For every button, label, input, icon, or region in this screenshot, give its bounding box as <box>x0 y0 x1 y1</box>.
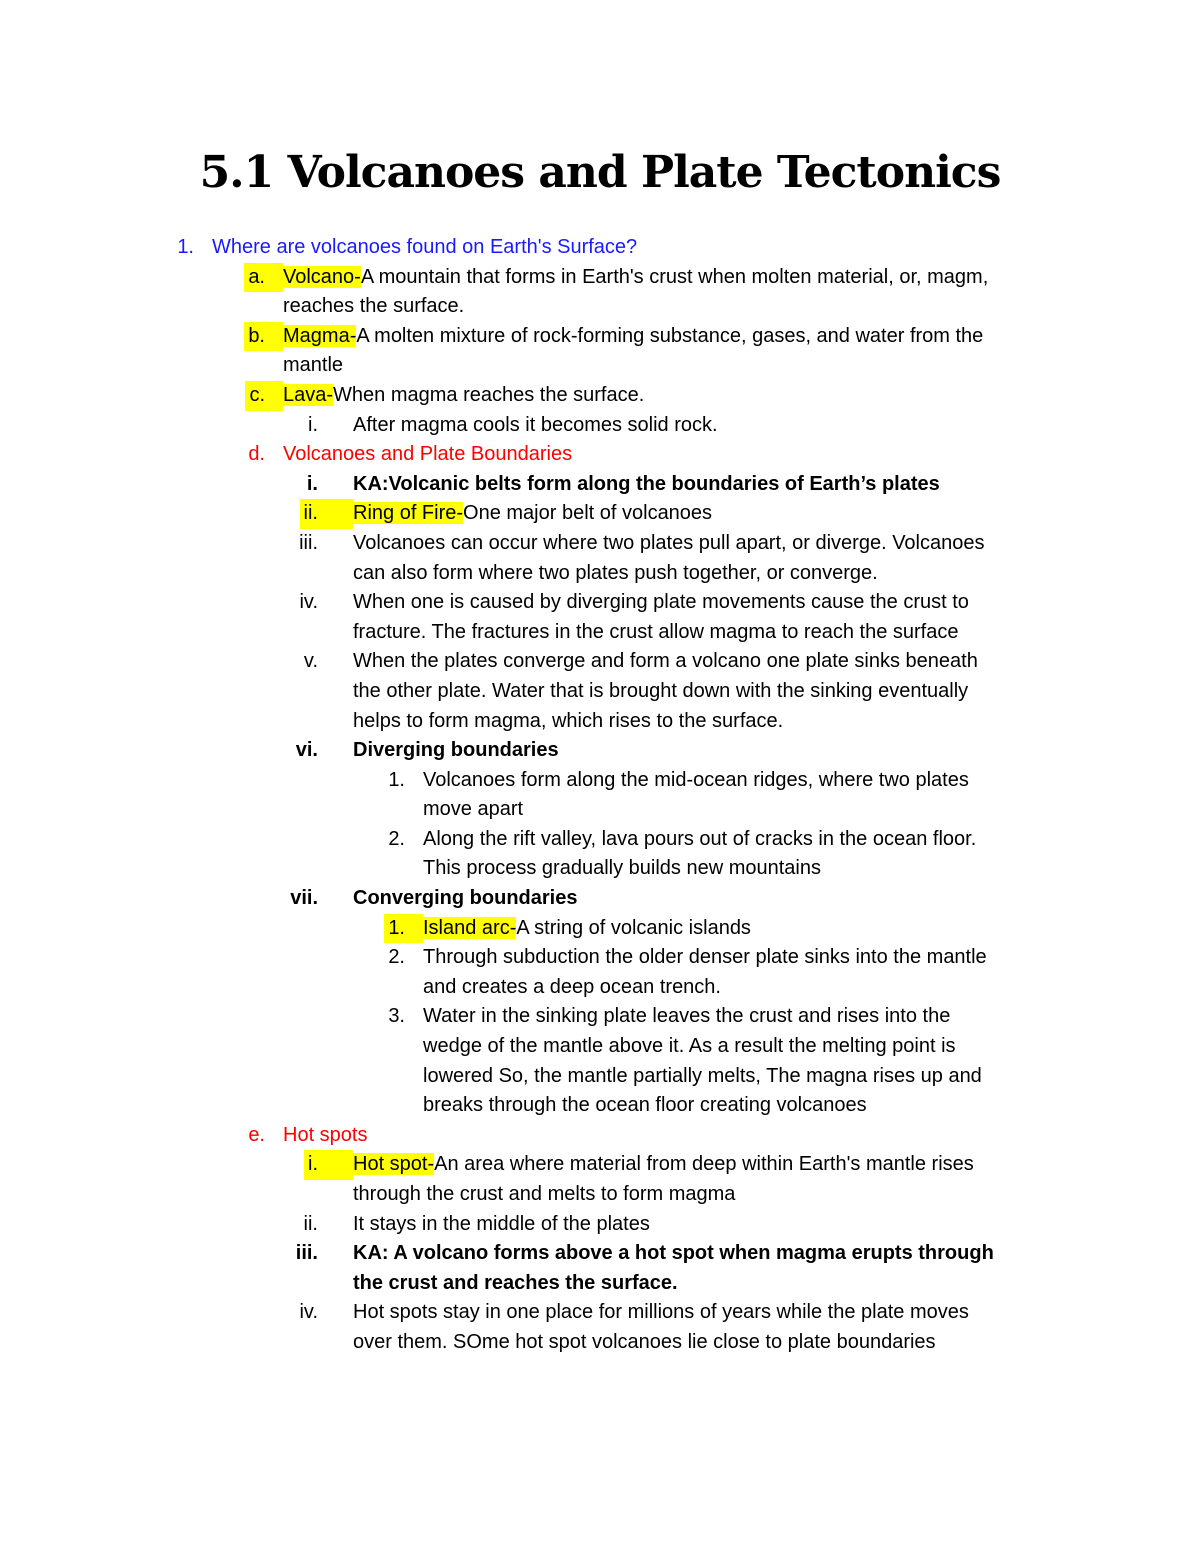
list-item <box>0 914 1200 944</box>
list-item-text <box>353 1298 969 1328</box>
list-marker: 2. <box>388 946 405 969</box>
item-body: KA:Volcanic belts form along the boundaries of Earth’s plates <box>353 472 940 495</box>
list-item <box>0 470 1200 500</box>
item-body: helps to form magma, which rises to the surface. <box>353 709 784 732</box>
list-item-text <box>353 588 969 618</box>
list-item <box>0 588 1200 618</box>
list-item-text <box>353 884 577 914</box>
list-item-text <box>353 559 878 589</box>
list-item-text <box>353 647 978 677</box>
item-body: Volcanoes and Plate Boundaries <box>283 443 573 466</box>
list-marker: 1. <box>388 768 405 791</box>
vocab-term: Ring of Fire- <box>353 502 464 525</box>
item-body: It stays in the middle of the plates <box>353 1212 650 1235</box>
item-body: When one is caused by diverging plate movements cause the crust to <box>353 591 969 614</box>
item-body: Where are volcanoes found on Earth's Surface? <box>212 236 638 258</box>
item-body: Along the rift valley, lava pours out of cracks in the ocean floor. <box>423 827 977 850</box>
list-item <box>0 559 1200 589</box>
item-body: the other plate. Water that is brought down with the sinking eventually <box>353 679 969 702</box>
list-marker: 1. <box>384 914 423 944</box>
list-item <box>0 647 1200 677</box>
list-item-text <box>353 1180 735 1210</box>
item-body: over them. SOme hot spot volcanoes lie close to plate boundaries <box>353 1330 936 1353</box>
list-item <box>0 1298 1200 1328</box>
list-item <box>0 707 1200 737</box>
item-body: Converging boundaries <box>353 887 578 910</box>
list-item-text <box>423 825 976 855</box>
list-item <box>0 411 1200 441</box>
item-body: A molten mixture of rock-forming substance, gases, and water from the <box>356 324 984 347</box>
item-body: breaks through the ocean floor creating volcanoes <box>423 1094 867 1117</box>
list-item <box>0 1091 1200 1121</box>
list-item <box>0 381 1200 411</box>
vocab-term: Hot spot- <box>353 1153 435 1176</box>
list-item-text <box>423 1091 867 1121</box>
item-body: Hot spots <box>283 1123 368 1146</box>
list-item <box>0 1032 1200 1062</box>
list-marker: iii. <box>299 531 318 554</box>
item-body: mantle <box>283 354 344 377</box>
list-marker: iii. <box>295 1242 318 1265</box>
list-item <box>0 529 1200 559</box>
item-body: move apart <box>423 798 524 821</box>
list-item <box>0 825 1200 855</box>
list-marker: vi. <box>295 739 318 762</box>
item-body: the crust and reaches the surface. <box>353 1271 678 1294</box>
list-item <box>0 766 1200 796</box>
list-item <box>0 292 1200 322</box>
list-item-text <box>353 736 559 766</box>
list-marker: 2. <box>388 827 405 850</box>
list-marker: v. <box>303 650 318 673</box>
list-item-text <box>423 943 987 973</box>
list-item <box>0 440 1200 470</box>
list-marker: i. <box>308 413 318 436</box>
list-marker: ii. <box>303 1212 318 1235</box>
list-marker: ii. <box>300 499 353 529</box>
list-marker: i. <box>306 472 318 495</box>
list-item-text <box>423 1032 956 1062</box>
list-item <box>0 1180 1200 1210</box>
item-body: Volcanoes form along the mid-ocean ridges, where two plates <box>423 768 969 791</box>
list-item <box>0 263 1200 293</box>
vocab-term: Volcano- <box>283 265 361 288</box>
list-item <box>0 618 1200 648</box>
list-marker: iv. <box>299 591 318 614</box>
item-body: KA: A volcano forms above a hot spot when magma erupts through <box>353 1242 994 1265</box>
list-item-text <box>423 1002 950 1032</box>
list-item-text <box>283 351 343 381</box>
page-title: 5.1 Volcanoes and Plate Tectonics <box>199 147 1001 198</box>
list-item-text <box>283 440 572 470</box>
list-item-text <box>423 766 969 796</box>
item-body: Water in the sinking plate leaves the crust and rises into the <box>423 1005 951 1028</box>
list-item <box>0 943 1200 973</box>
list-item <box>0 677 1200 707</box>
list-item <box>0 233 1200 263</box>
list-item-text <box>353 707 783 737</box>
list-marker: a. <box>244 263 283 293</box>
item-body: Hot spots stay in one place for millions of years while the plate moves <box>353 1301 969 1324</box>
item-body: This process gradually builds new mountains <box>423 857 821 880</box>
list-marker: 1. <box>177 236 194 258</box>
list-item-text <box>353 411 718 441</box>
list-item-text <box>283 292 464 322</box>
list-item <box>0 1150 1200 1180</box>
list-item-text <box>353 499 712 529</box>
list-item-text <box>283 381 644 411</box>
list-item <box>0 1210 1200 1240</box>
list-item <box>0 351 1200 381</box>
list-item <box>0 499 1200 529</box>
list-item <box>0 1239 1200 1269</box>
item-body: After magma cools it becomes solid rock. <box>353 413 718 436</box>
item-body: One major belt of volcanoes <box>463 502 713 525</box>
item-body: Volcanoes can occur where two plates pull apart, or diverge. Volcanoes <box>353 531 985 554</box>
list-item-text <box>423 973 721 1003</box>
list-item-text <box>283 1121 367 1151</box>
item-body: fracture. The fractures in the crust allow magma to reach the surface <box>353 620 959 643</box>
item-body: and creates a deep ocean trench. <box>423 975 721 998</box>
list-item-text <box>353 618 958 648</box>
list-item-text <box>423 795 523 825</box>
item-body: A string of volcanic islands <box>516 916 751 939</box>
list-item-text <box>283 263 988 293</box>
list-item-text <box>353 1269 678 1299</box>
vocab-term: Island arc- <box>423 916 517 939</box>
item-body: lowered So, the mantle partially melts, The magna rises up and <box>423 1064 982 1087</box>
list-marker: c. <box>245 381 283 411</box>
item-body: Diverging boundaries <box>353 739 559 762</box>
list-item <box>0 1328 1200 1358</box>
list-item-text <box>423 914 751 944</box>
item-body: An area where material from deep within Earth's mantle rises <box>434 1153 974 1176</box>
list-item <box>0 1121 1200 1151</box>
list-item <box>0 1002 1200 1032</box>
list-marker: e. <box>248 1123 265 1146</box>
vocab-term: Lava- <box>283 383 334 406</box>
list-item-text <box>353 1210 650 1240</box>
list-marker: d. <box>248 443 265 466</box>
list-item-text <box>283 322 983 352</box>
item-body: Through subduction the older denser plate sinks into the mantle <box>423 946 987 969</box>
list-item <box>0 1062 1200 1092</box>
vocab-term: Magma- <box>283 324 357 347</box>
list-marker: i. <box>304 1150 353 1180</box>
list-item <box>0 795 1200 825</box>
list-marker: iv. <box>299 1301 318 1324</box>
item-body: reaches the surface. <box>283 295 465 318</box>
list-item-text <box>353 470 940 500</box>
item-body: through the crust and melts to form magma <box>353 1183 736 1205</box>
item-body: can also form where two plates push together, or converge. <box>353 561 878 584</box>
item-body: wedge of the mantle above it. As a result the melting point is <box>423 1035 956 1058</box>
item-body: A mountain that forms in Earth's crust when molten material, or, magm, <box>360 265 989 288</box>
list-item-text <box>423 1062 982 1092</box>
list-item-text <box>212 233 637 263</box>
list-item-text <box>353 677 968 707</box>
list-marker: vii. <box>290 887 318 910</box>
list-item-text <box>353 1150 974 1180</box>
item-body: When magma reaches the surface. <box>333 383 645 406</box>
list-item-text <box>353 1328 936 1358</box>
list-item-text <box>423 854 821 884</box>
item-body: When the plates converge and form a volcano one plate sinks beneath <box>353 650 978 673</box>
list-item <box>0 322 1200 352</box>
list-item <box>0 973 1200 1003</box>
list-item-text <box>353 529 984 559</box>
notes-outline <box>0 233 1200 1358</box>
list-item <box>0 854 1200 884</box>
list-item <box>0 1269 1200 1299</box>
list-item <box>0 736 1200 766</box>
list-marker: b. <box>244 322 283 352</box>
list-marker: 3. <box>388 1005 405 1028</box>
list-item-text <box>353 1239 994 1269</box>
list-item <box>0 884 1200 914</box>
